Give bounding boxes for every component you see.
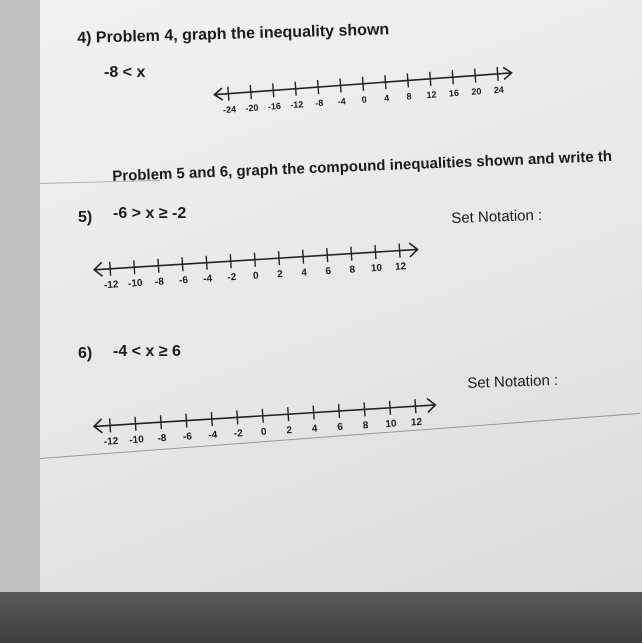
tick-mark: [375, 245, 376, 259]
tick-label: 0: [260, 426, 267, 438]
tick-label: 4: [383, 92, 390, 104]
number-line-problem5-svg: [80, 222, 430, 302]
tick-label: 24: [493, 84, 505, 96]
axis-line: [94, 249, 417, 269]
tick-mark: [340, 78, 341, 92]
tick-mark: [110, 418, 111, 432]
tick-mark: [364, 402, 365, 416]
tick-mark: [262, 409, 263, 423]
tick-mark: [228, 87, 229, 101]
number-line-problem5[interactable]: [80, 222, 430, 302]
problem6-inequality: -4 < x ≥ 6: [113, 343, 181, 360]
background-left: [0, 0, 40, 643]
tick-mark: [362, 77, 363, 91]
tick-mark: [288, 407, 289, 421]
tick-label: 0: [361, 94, 368, 105]
tick-mark: [211, 412, 212, 426]
tick-label: -6: [182, 431, 193, 443]
tick-mark: [318, 80, 319, 94]
problem6-number: 6): [78, 345, 93, 362]
tick-mark: [351, 247, 352, 261]
tick-label: -20: [245, 102, 259, 114]
tick-label: -12: [103, 435, 119, 448]
tick-mark: [303, 250, 304, 264]
tick-mark: [497, 67, 498, 81]
problem6-set-notation-label: Set Notation :: [467, 371, 559, 392]
number-line-problem4-svg: [200, 52, 530, 122]
tick-label: 10: [370, 262, 383, 275]
tick-label: -16: [267, 100, 282, 112]
tick-mark: [182, 257, 183, 271]
tick-label: -24: [222, 104, 237, 116]
tick-mark: [237, 410, 238, 424]
tick-mark: [295, 82, 296, 96]
tick-label: 2: [276, 268, 284, 281]
tick-label: 8: [406, 91, 412, 102]
tick-mark: [390, 401, 391, 415]
tick-mark: [313, 406, 314, 420]
tick-mark: [339, 404, 340, 418]
axis-line: [94, 405, 435, 426]
tick-mark: [161, 415, 162, 429]
tick-mark: [399, 244, 400, 258]
tick-label: -4: [337, 96, 347, 107]
tick-mark: [407, 74, 408, 88]
number-line-problem4[interactable]: [200, 52, 530, 122]
tick-mark: [134, 260, 135, 274]
problem4-inequality: -8 < x: [104, 64, 146, 81]
tick-label: 10: [385, 418, 397, 431]
tick-label: 20: [471, 86, 482, 97]
tick-mark: [273, 83, 274, 97]
problem4-heading: 4) Problem 4, graph the inequality shown: [77, 21, 390, 47]
tick-mark: [186, 414, 187, 428]
tick-label: -4: [208, 429, 218, 442]
tick-mark: [135, 417, 136, 431]
instructions-text: Problem 5 and 6, graph the compound inequalities shown and write th: [112, 147, 613, 185]
tick-label: -8: [154, 276, 165, 288]
tick-mark: [110, 262, 111, 276]
number-line-problem6-svg: [80, 380, 450, 460]
tick-mark: [250, 85, 251, 99]
tick-label: -2: [226, 271, 237, 284]
tick-mark: [254, 253, 255, 267]
tick-label: 0: [252, 270, 260, 282]
tick-mark: [327, 248, 328, 262]
problem5-number: 5): [78, 209, 93, 226]
tick-mark: [206, 256, 207, 270]
tick-label: -10: [128, 434, 145, 447]
tick-mark: [230, 254, 231, 268]
tick-label: -10: [127, 277, 143, 290]
tick-label: 12: [426, 89, 437, 101]
tick-label: 6: [337, 421, 344, 434]
tick-label: -2: [233, 428, 244, 440]
tick-label: 8: [362, 420, 369, 432]
tick-label: -4: [202, 273, 213, 285]
tick-label: 4: [311, 423, 318, 435]
tick-label: 16: [448, 87, 460, 99]
tick-mark: [415, 399, 416, 413]
tick-label: -8: [314, 97, 324, 109]
tick-mark: [452, 70, 453, 84]
tick-mark: [475, 69, 476, 83]
tick-label: -8: [157, 432, 167, 445]
tick-label: 8: [349, 264, 356, 276]
tick-label: 12: [394, 261, 407, 273]
tick-label: 12: [410, 416, 423, 429]
tick-label: 4: [301, 267, 308, 279]
tick-label: 2: [286, 425, 293, 437]
number-line-problem6[interactable]: [80, 380, 450, 460]
tick-mark: [279, 251, 280, 265]
tick-mark: [385, 75, 386, 89]
tick-mark: [430, 72, 431, 86]
tick-label: -12: [103, 279, 119, 292]
tick-label: -6: [178, 274, 189, 287]
problem5-inequality: -6 > x ≥ -2: [113, 205, 187, 222]
tick-label: 6: [325, 265, 332, 278]
tick-mark: [158, 259, 159, 273]
tick-label: -12: [289, 99, 304, 111]
problem5-set-notation-label: Set Notation :: [451, 206, 543, 227]
background-bottom: [0, 592, 642, 643]
